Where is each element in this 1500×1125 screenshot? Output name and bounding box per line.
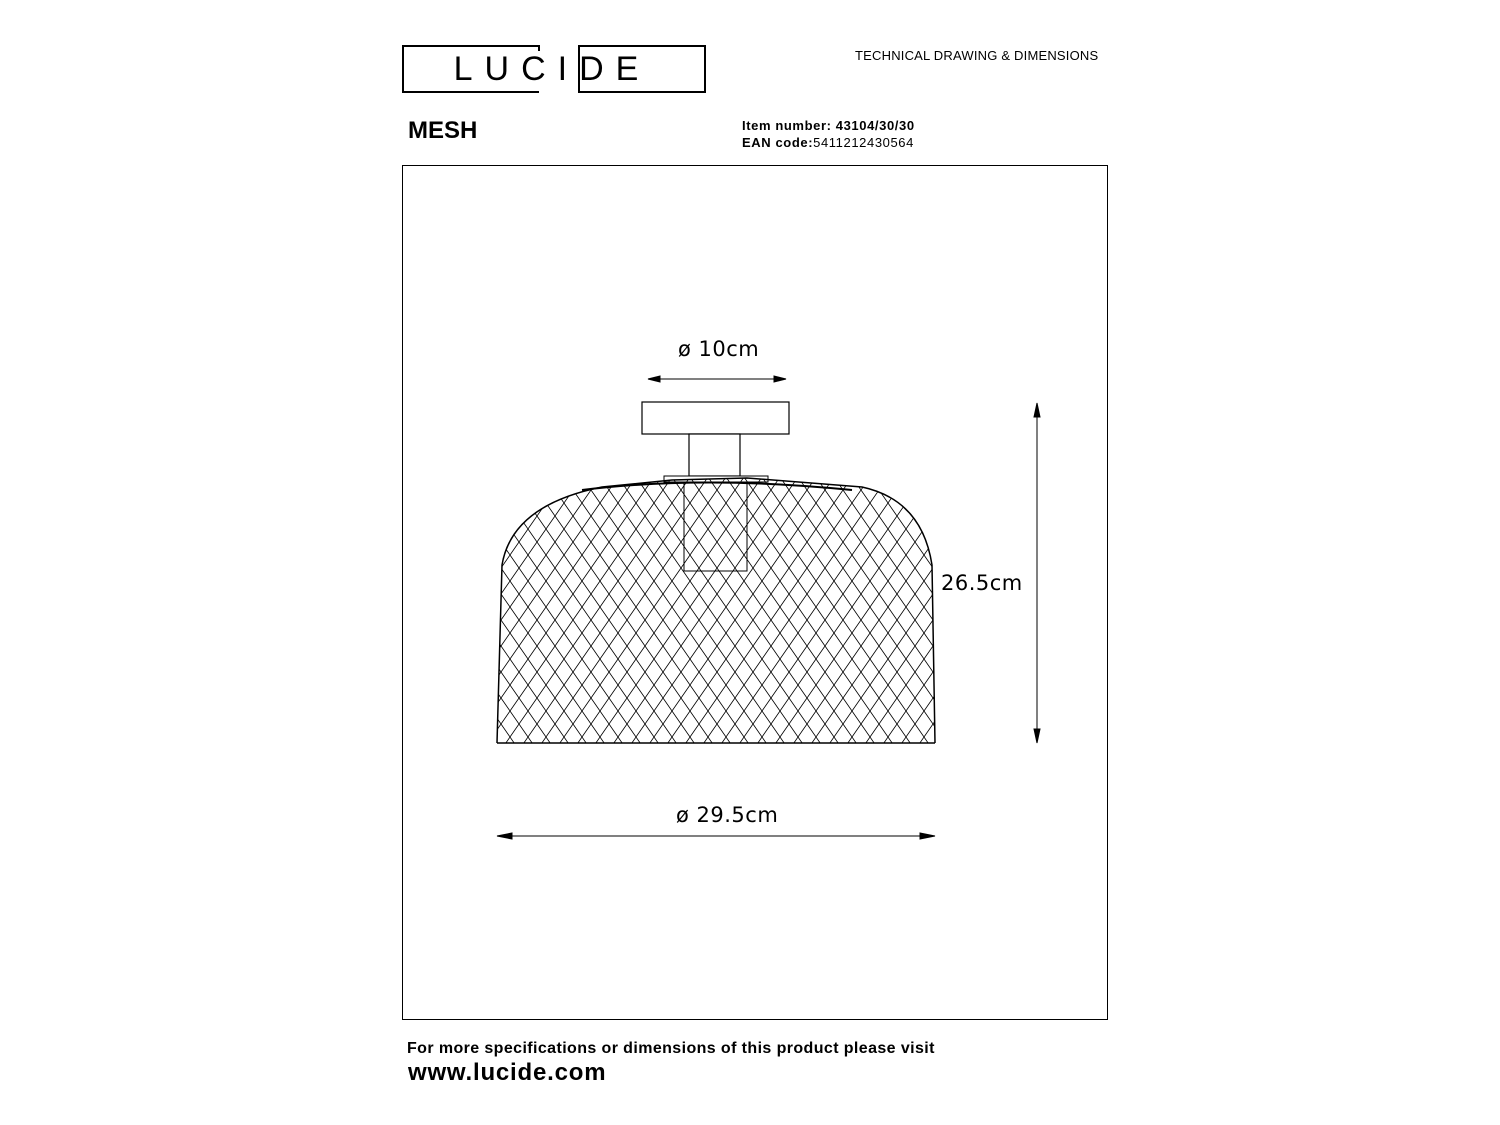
height-label: 26.5cm	[941, 571, 1023, 595]
website-link[interactable]: www.lucide.com	[408, 1059, 607, 1086]
document-type: TECHNICAL DRAWING & DIMENSIONS	[855, 48, 1099, 63]
item-number-value: 43104/30/30	[835, 118, 915, 133]
shade-diameter-label: ø 29.5cm	[676, 803, 779, 827]
item-number-row	[742, 117, 915, 134]
product-meta	[742, 117, 915, 151]
ceiling-plate	[642, 402, 789, 434]
mesh-shade	[492, 465, 942, 755]
dimension-height	[1034, 403, 1040, 743]
ean-label: EAN code:	[742, 135, 814, 150]
dimension-shade-width	[497, 833, 935, 839]
logo-text: LUCIDE	[453, 50, 651, 88]
item-number-label: Item number:	[742, 118, 832, 133]
mount-diameter-label: ø 10cm	[678, 337, 760, 361]
ean-row	[742, 134, 915, 151]
lamp-stem	[689, 434, 740, 476]
ean-value: 5411212430564	[813, 135, 914, 150]
lucide-logo	[402, 45, 706, 93]
footer-text: For more specifications or dimensions of this product please visit	[407, 1040, 935, 1057]
product-name: MESH	[408, 117, 478, 144]
dimension-mount-width	[648, 376, 786, 382]
